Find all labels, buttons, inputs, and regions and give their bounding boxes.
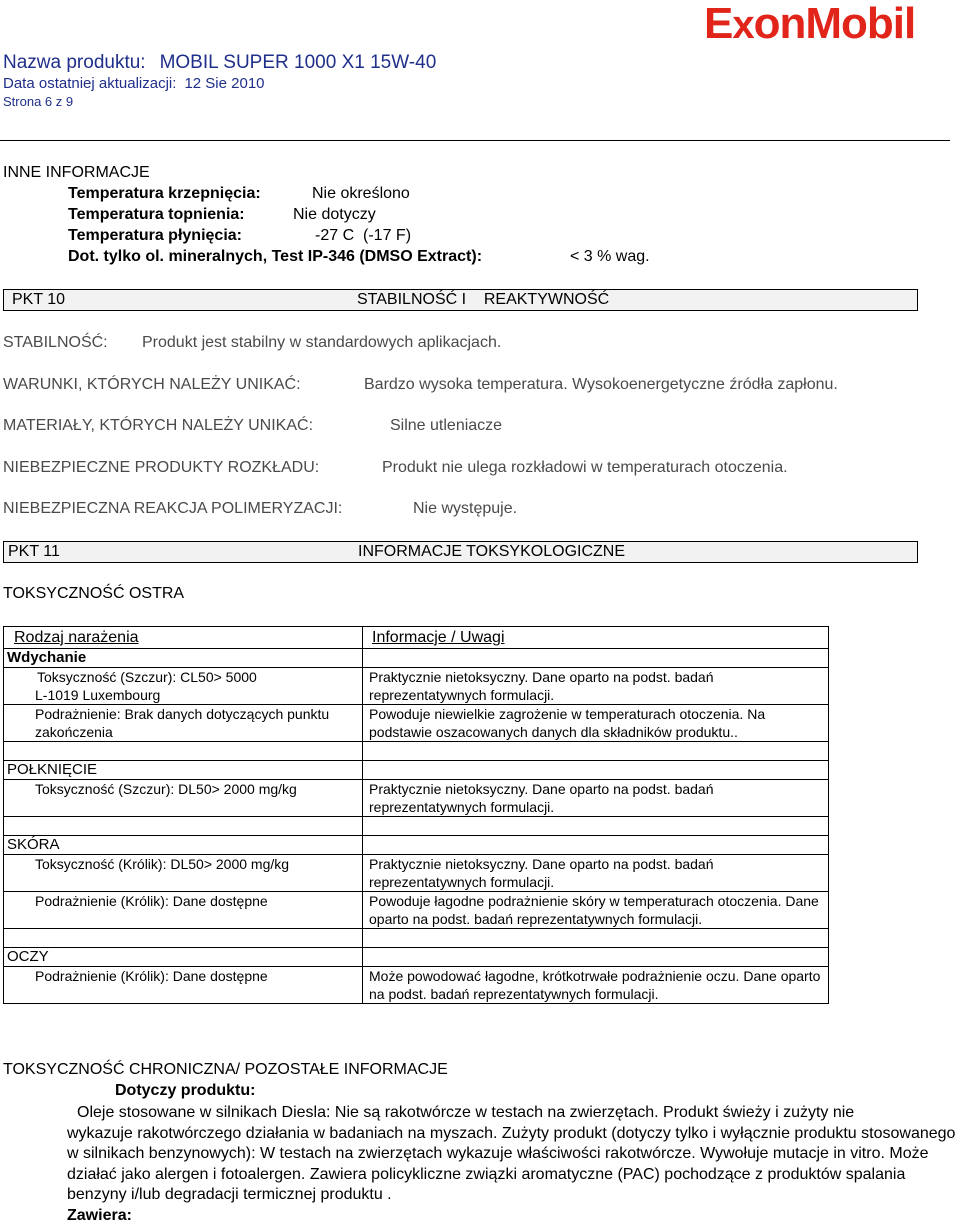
melting-point-value: Nie dotyczy [293,206,376,223]
chronic-toxicity-title: TOKSYCZNOŚĆ CHRONICZNA/ POZOSTAŁE INFORMACJE [3,1061,448,1078]
exposure-type-header: Rodzaj narażenia [14,629,139,646]
page-number: Strona 6 z 9 [3,94,74,109]
skin-irritation: Podrażnienie (Królik): Dane dostępne [4,892,363,929]
table-row [4,967,829,1004]
table-row [4,948,829,967]
table-row [4,780,829,817]
ingestion-toxicity-info: Praktycznie nietoksyczny. Dane oparto na podst. badań reprezentatywnych formulacji. [363,780,829,817]
stability-label: STABILNOŚĆ: [3,334,108,351]
freezing-point-value: Nie określono [312,185,410,202]
table-header-row [4,627,829,649]
inhalation-irritation: Podrażnienie: Brak danych dotyczących punktu zakończenia [4,705,363,742]
acute-toxicity-title: TOKSYCZNOŚĆ OSTRA [3,585,185,602]
section-11-header [3,541,918,563]
dmso-extract-label: Dot. tylko ol. mineralnych, Test IP-346 (DMSO Extract): [68,248,483,265]
table-row [4,836,829,855]
pour-point-value: -27 C (-17 F) [315,227,412,244]
product-name-label: Nazwa produktu: [3,52,146,73]
stability-value: Produkt jest stabilny w standardowych aplikacjach. [142,334,502,351]
section-10-number: PKT 10 [12,291,66,308]
exxonmobil-logo: ExonMobil [704,0,916,48]
product-name-line [3,52,436,74]
materials-to-avoid-label: MATERIAŁY, KTÓRYCH NALEŻY UNIKAĆ: [3,417,314,434]
inhalation-toxicity-info: Praktycznie nietoksyczny. Dane oparto na podst. badań reprezentatywnych formulacji. [363,668,829,705]
section-10-title: STABILNOŚĆ I REAKTYWNOŚĆ [357,291,610,308]
acute-toxicity-table [3,626,829,1004]
section-11-title: INFORMACJE TOKSYKOLOGICZNE [358,543,626,560]
skin-toxicity: Toksyczność (Królik): DL50> 2000 mg/kg [4,855,363,892]
skin-toxicity-info: Praktycznie nietoksyczny. Dane oparto na podst. badań reprezentatywnych formulacji. [363,855,829,892]
header-divider [0,140,950,141]
eye-irritation-info: Może powodować łagodne, krótkotrwałe podrażnienie oczu. Dane oparto na podst. badań reprezentatywnych formulacji. [363,967,829,1004]
table-row [4,761,829,780]
table-row [4,855,829,892]
eyes-category: OCZY [4,948,363,967]
eye-irritation: Podrażnienie (Królik): Dane dostępne [4,967,363,1004]
chronic-text-rest: wykazuje rakotwórczego działania w badaniach na myszach. Zużyty produkt (dotyczy tylko i wyłącznie produktu stosowanego w silnikach benzynowych): W testach na zwierzętach wykazuje właściwości rakotwórcze. Wywołuje mutacje in vitro. Może działać jako alergen i fotoalergen. Zawiera policykliczne związki aromatyczne (PAC) pochodzące z produktów spalania benzyny i/lub degradacji termicznej produktu . [67,1124,956,1204]
skin-category: SKÓRA [4,836,363,855]
other-info-title: INNE INFORMACJE [3,164,150,181]
applies-to-product-label: Dotyczy produktu: [115,1082,256,1099]
freezing-point-label: Temperatura krzepnięcia: [68,185,261,202]
contains-label: Zawiera: [67,1207,132,1224]
table-row [4,705,829,742]
pour-point-label: Temperatura płynięcia: [68,227,242,244]
materials-to-avoid-value: Silne utleniacze [390,417,503,434]
inhalation-irritation-info: Powoduje niewielkie zagrożenie w temperaturach otoczenia. Na podstawie oszacowanych danych dla składników produktu.. [363,705,829,742]
inhalation-toxicity: Toksyczność (Szczur): CL50> 5000 [37,669,257,685]
dmso-extract-value: < 3 % wag. [570,248,650,265]
chronic-toxicity-text [67,1103,960,1206]
melting-point-label: Temperatura topnienia: [68,206,245,223]
info-remarks-header: Informacje / Uwagi [372,629,505,646]
decomposition-products-label: NIEBEZPIECZNE PRODUKTY ROZKŁADU: [3,459,320,476]
polymerization-label: NIEBEZPIECZNA REAKCJA POLIMERYZACJI: [3,500,343,517]
revision-date-line [3,75,265,92]
table-row [4,892,829,929]
table-row [4,668,829,705]
inhalation-category: Wdychanie [4,649,363,668]
section-10-header [3,289,918,311]
chronic-text-first-line: Oleje stosowane w silnikach Diesla: Nie są rakotwórcze w testach na zwierzętach. Produkt świeży i zużyty nie [77,1104,855,1121]
inhalation-toxicity-method: L-1019 Luxembourg [35,687,161,703]
conditions-to-avoid-label: WARUNKI, KTÓRYCH NALEŻY UNIKAĆ: [3,376,301,393]
skin-irritation-info: Powoduje łagodne podrażnienie skóry w temperaturach otoczenia. Dane oparto na podst. badań reprezentatywnych formulacji. [363,892,829,929]
revision-date-label: Data ostatniej aktualizacji: [3,75,177,92]
conditions-to-avoid-value: Bardzo wysoka temperatura. Wysokoenergetyczne źródła zapłonu. [364,376,838,393]
decomposition-products-value: Produkt nie ulega rozkładowi w temperaturach otoczenia. [382,459,788,476]
revision-date-value: 12 Sie 2010 [184,75,265,92]
ingestion-toxicity: Toksyczność (Szczur): DL50> 2000 mg/kg [4,780,363,817]
section-11-number: PKT 11 [8,543,60,560]
ingestion-category: POŁKNIĘCIE [4,761,363,780]
product-name-value: MOBIL SUPER 1000 X1 15W-40 [159,52,437,73]
table-row [4,649,829,668]
polymerization-value: Nie występuje. [413,500,518,517]
